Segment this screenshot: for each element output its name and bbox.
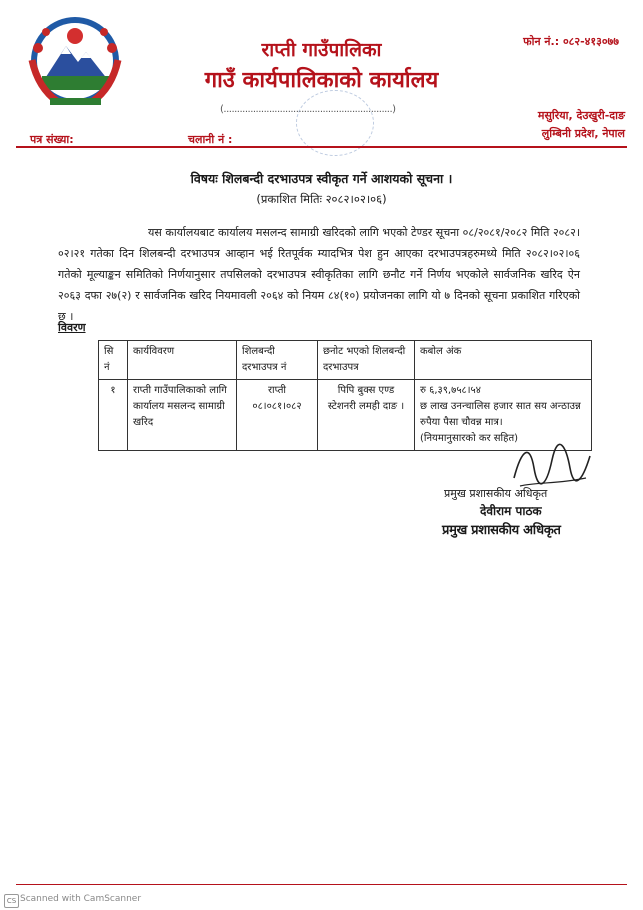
notice-paragraph: यस कार्यालयबाट कार्यालय मसलन्द सामाग्री खरिदको लागि भएको टेण्डर सूचना ०८/२०८१/२०८२ मिति २०८२।०२।२१ गतेका दिन शिलबन्दी दरभाउपत्र आव्हान भई रितपूर्वक म्यादभित्र पेश हुन आएका दरभाउपत्रहरुमध्ये मिति २०८२।०२।०६ गतेको मूल्याङ्कन समितिको निर्णयानुसार तपसिलको दरभाउपत्र स्वीकृतिका लागि छनौट गर्ने निर्णय भएकोले सार्वजनिक खरिद ऐन २०६३ दफा २७(२) र सार्वजनिक खरिद नियमावली २०६४ को नियम ८४(१०) प्रयोजनका लागि यो ७ दिनको सूचना प्रकाशित गरिएको छ ।	[58, 226, 580, 323]
cell-sealed-bid	[237, 380, 318, 451]
letter-number-label: पत्र संख्या:	[30, 133, 74, 146]
table-header-row	[99, 341, 592, 380]
notice-subject: विषयः शिलबन्दी दरभाउपत्र स्वीकृत गर्ने आशयको सूचना ।	[190, 171, 453, 186]
header-sealed-bid: शिलबन्दी दरभाउपत्र नं	[237, 341, 318, 380]
cell-work: राप्ती गाउँपालिकाको लागि कार्यालय मसलन्द सामाग्री खरिद	[128, 380, 237, 451]
amount-note: (नियमानुसारको कर सहित)	[420, 433, 519, 444]
signatory-title: प्रमुख प्रशासकीय अधिकृत	[444, 487, 548, 500]
office-dotline: (...............................................................)	[220, 104, 396, 115]
cell-selected-bid: पिपि बुक्स एण्ड स्टेशनरी लमही दाङ ।	[318, 380, 415, 451]
cell-sn: १	[99, 380, 128, 451]
header-sn: सि नं	[99, 341, 128, 380]
designation-stamp: प्रमुख प्रशासकीय अधिकृत	[442, 523, 561, 538]
header-work: कार्यविवरण	[128, 341, 237, 380]
header-bid-amount: कबोल अंक	[415, 341, 592, 380]
footer-divider	[16, 884, 627, 885]
header-divider	[16, 146, 627, 148]
sealed-bid-line-2: ०८।०८१।०८२	[252, 401, 302, 412]
details-label: विवरण	[58, 321, 86, 334]
address-line-2: लुम्बिनी प्रदेश, नेपाल	[541, 127, 625, 140]
sealed-bid-line-1: राप्ती	[267, 385, 287, 396]
amount-words: छ लाख उनन्चालिस हजार सात सय अन्ठाउन्न रुपैया पैसा चौवन्न मात्र।	[420, 401, 581, 428]
header-selected-bid: छनोट भएको शिलबन्दी दरभाउपत्र	[318, 341, 415, 380]
bid-table	[98, 340, 592, 451]
notice-body	[58, 222, 580, 327]
dispatch-number-label: चलानी नं :	[188, 133, 233, 146]
published-date: (प्रकाशित मितिः २०८२।०२।०६)	[256, 192, 387, 206]
camscanner-logo: CS	[4, 894, 19, 908]
address-line-1: मसुरिया, देउखुरी-दाङ	[537, 109, 625, 122]
signatory-name: देवीराम पाठक	[480, 504, 542, 518]
amount-figure: रु ६,३९,७५८।५४	[420, 385, 481, 396]
office-name: गाउँ कार्यपालिकाको कार्यालय	[204, 68, 439, 93]
phone-number: फोन नं.: ०८२-४१३०७७	[523, 35, 619, 48]
municipality-name: राप्ती गाउँपालिका	[261, 39, 382, 61]
scanner-watermark: Scanned with CamScanner	[20, 894, 142, 904]
